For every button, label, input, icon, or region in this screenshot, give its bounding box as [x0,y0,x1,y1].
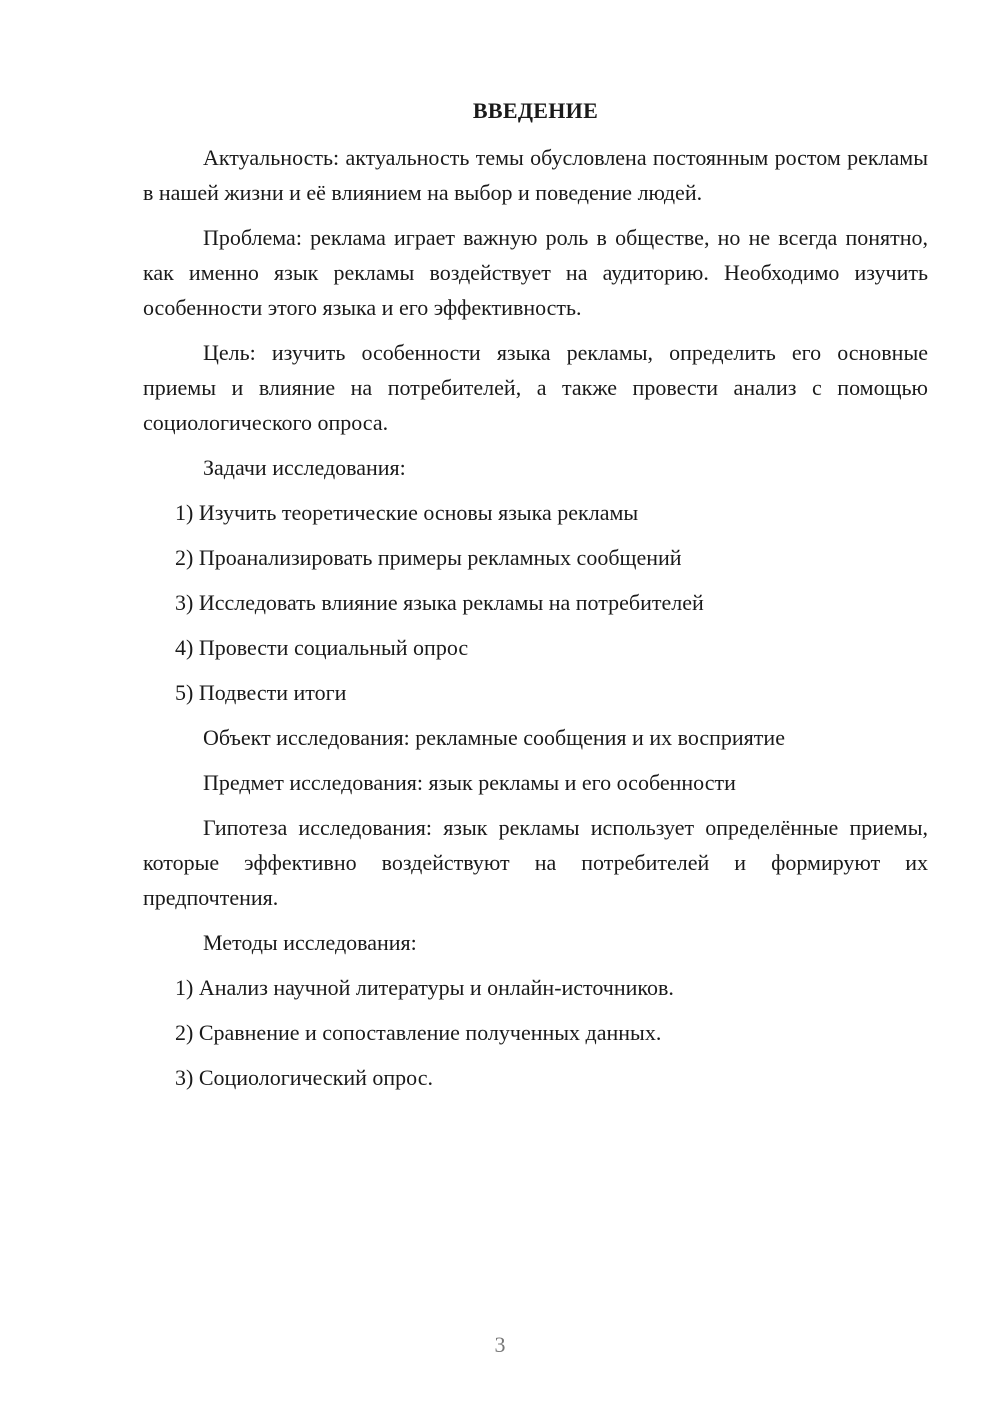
method-item: 3) Социологический опрос. [175,1065,433,1090]
page-content [143,93,928,1105]
task-item: 4) Провести социальный опрос [175,635,469,660]
problem-paragraph: Проблема: реклама играет важную роль в обществе, но не всегда понятно, как именно язык рекламы воздействует на аудиторию. Необходимо изучить особенности этого языка и его эффективность. [143,225,928,320]
page-number: 3 [494,1332,506,1357]
methods-heading: Методы исследования: [203,930,417,955]
method-item: 1) Анализ научной литературы и онлайн-источников. [175,975,674,1000]
task-item: 3) Исследовать влияние языка рекламы на потребителей [175,590,704,615]
page-title: ВВЕДЕНИЕ [472,98,599,123]
goal-paragraph: Цель: изучить особенности языка рекламы, определить его основные приемы и влияние на потребителей, а также провести анализ с помощью социологического опроса. [143,340,928,435]
subject-paragraph: Предмет исследования: язык рекламы и его особенности [203,770,736,795]
object-paragraph: Объект исследования: рекламные сообщения и их восприятие [203,725,785,750]
hypothesis-paragraph: Гипотеза исследования: язык рекламы использует определённые приемы, которые эффективно воздействуют на потребителей и формируют их предпочтения. [143,815,928,910]
method-item: 2) Сравнение и сопоставление полученных данных. [175,1020,662,1045]
tasks-heading: Задачи исследования: [203,455,406,480]
task-item: 5) Подвести итоги [175,680,347,705]
task-item: 2) Проанализировать примеры рекламных сообщений [175,545,682,570]
task-item: 1) Изучить теоретические основы языка рекламы [175,500,639,525]
relevance-paragraph: Актуальность: актуальность темы обусловлена постоянным ростом рекламы в нашей жизни и её влиянием на выбор и поведение людей. [143,145,928,205]
